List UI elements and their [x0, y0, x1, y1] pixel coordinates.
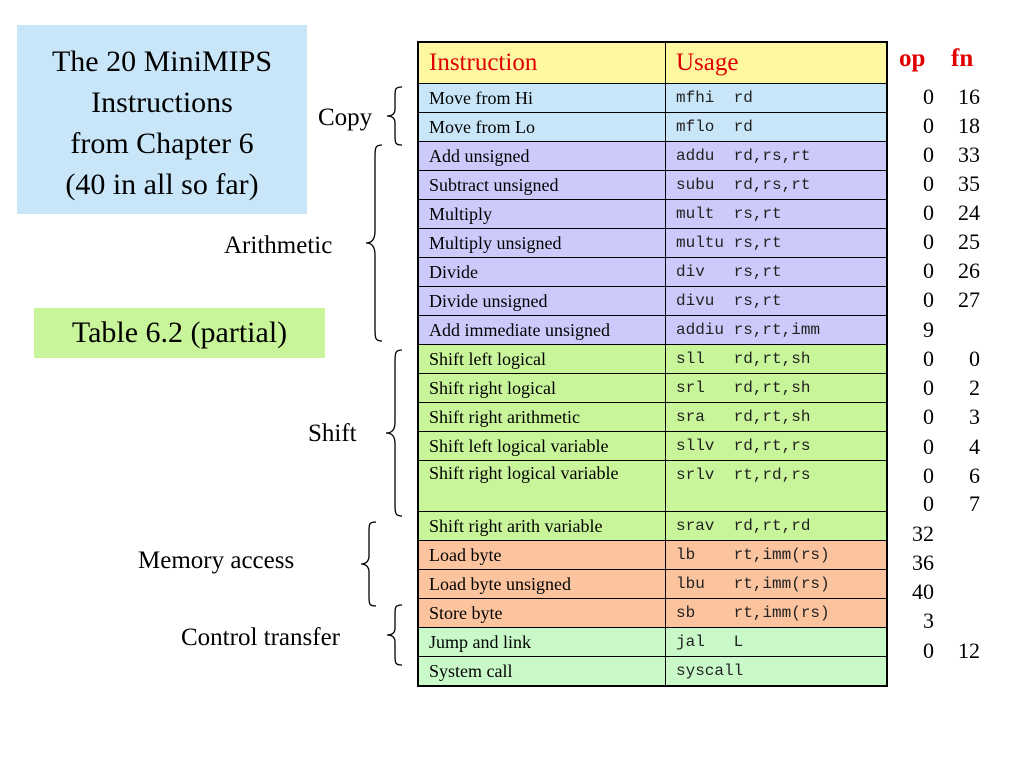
instruction-usage: lbu rt,imm(rs): [666, 570, 888, 599]
table-row: [418, 628, 887, 657]
instruction-usage: subu rd,rs,rt: [666, 171, 888, 200]
instruction-name: Store byte: [418, 599, 666, 628]
op-code: 0: [923, 258, 934, 283]
instruction-name: Divide: [418, 258, 666, 287]
instruction-name: Subtract unsigned: [418, 171, 666, 200]
instruction-usage: addu rd,rs,rt: [666, 142, 888, 171]
title-line: The 20 MiniMIPS: [51, 45, 273, 78]
table-row: [418, 142, 887, 171]
table-row: [418, 432, 887, 461]
fn-code: 7: [969, 491, 980, 516]
op-code: 0: [923, 287, 934, 312]
instruction-usage: div rs,rt: [666, 258, 888, 287]
op-code: 32: [912, 521, 934, 546]
instruction-name: Shift left logical: [418, 345, 666, 374]
fn-code: 25: [958, 229, 980, 254]
instruction-name: Jump and link: [418, 628, 666, 657]
instruction-usage: lb rt,imm(rs): [666, 541, 888, 570]
op-code: 0: [923, 171, 934, 196]
table-row: [418, 287, 887, 316]
table-row: [418, 229, 887, 258]
op-code: 9: [923, 317, 934, 342]
fn-code: 24: [958, 200, 980, 225]
table-reference-label: Table 6.2 (partial): [34, 308, 325, 358]
instruction-name: Shift right logical variable: [418, 461, 666, 512]
table-row: [418, 84, 887, 113]
brace-memory-icon: [354, 520, 380, 608]
table-row: [418, 461, 887, 512]
instruction-usage: srav rd,rt,rd: [666, 512, 888, 541]
instruction-name: Shift left logical variable: [418, 432, 666, 461]
op-code: 0: [923, 434, 934, 459]
op-code: 0: [923, 463, 934, 488]
instruction-name: Multiply unsigned: [418, 229, 666, 258]
fn-code: 27: [958, 287, 980, 312]
fn-code: 35: [958, 171, 980, 196]
op-code: 0: [923, 84, 934, 109]
instruction-usage: sra rd,rt,sh: [666, 403, 888, 432]
instruction-usage: sll rd,rt,sh: [666, 345, 888, 374]
fn-code: 18: [958, 113, 980, 138]
op-code: 0: [923, 375, 934, 400]
brace-shift-icon: [380, 348, 406, 518]
table-row: [418, 512, 887, 541]
instruction-name: Move from Lo: [418, 113, 666, 142]
instruction-name: System call: [418, 657, 666, 687]
instruction-usage: srlv rt,rd,rs: [666, 461, 888, 512]
instruction-usage: srl rd,rt,sh: [666, 374, 888, 403]
group-label-shift: Shift: [308, 420, 357, 447]
table-row: [418, 258, 887, 287]
instruction-usage: addiu rs,rt,imm: [666, 316, 888, 345]
instruction-name: Shift right logical: [418, 374, 666, 403]
table-row: [418, 345, 887, 374]
table-row: [418, 657, 887, 687]
instruction-name: Add unsigned: [418, 142, 666, 171]
fn-code: 26: [958, 258, 980, 283]
fn-column-header: fn: [951, 45, 974, 72]
fn-code: 6: [969, 463, 980, 488]
op-code: 0: [923, 142, 934, 167]
op-code: 0: [923, 491, 934, 516]
table-header-row: [418, 42, 887, 84]
title-box: [17, 25, 307, 214]
table-row: [418, 171, 887, 200]
instruction-name: Load byte: [418, 541, 666, 570]
brace-arithmetic-icon: [360, 143, 386, 343]
title-line: (40 in all so far): [65, 168, 259, 201]
instruction-name: Shift right arithmetic: [418, 403, 666, 432]
instruction-name: Divide unsigned: [418, 287, 666, 316]
table-row: [418, 374, 887, 403]
brace-control-icon: [380, 603, 406, 667]
table-row: [418, 599, 887, 628]
table-row: [418, 403, 887, 432]
instruction-name: Multiply: [418, 200, 666, 229]
op-code: 0: [923, 638, 934, 663]
instruction-name: Load byte unsigned: [418, 570, 666, 599]
title-line: Instructions: [91, 86, 233, 119]
op-code: 0: [923, 113, 934, 138]
group-label-control-transfer: Control transfer: [181, 624, 340, 651]
table-row: [418, 316, 887, 345]
op-code: 3: [923, 608, 934, 633]
group-label-copy: Copy: [318, 104, 373, 131]
instruction-name: Add immediate unsigned: [418, 316, 666, 345]
fn-code: 4: [969, 434, 980, 459]
instruction-usage: divu rs,rt: [666, 287, 888, 316]
title-line: from Chapter 6: [70, 127, 254, 160]
op-code: 40: [912, 579, 934, 604]
instruction-name: Shift right arith variable: [418, 512, 666, 541]
table-row: [418, 200, 887, 229]
instruction-usage: sb rt,imm(rs): [666, 599, 888, 628]
fn-code: 3: [969, 404, 980, 429]
instruction-usage: mult rs,rt: [666, 200, 888, 229]
op-column-header: op: [899, 45, 926, 72]
group-label-memory-access: Memory access: [138, 547, 295, 574]
table-row: [418, 113, 887, 142]
instruction-usage: mfhi rd: [666, 84, 888, 113]
instruction-usage: syscall: [666, 657, 888, 687]
op-code: 0: [923, 404, 934, 429]
fn-code: 33: [958, 142, 980, 167]
instruction-usage: jal L: [666, 628, 888, 657]
fn-code: 2: [969, 375, 980, 400]
fn-code: 12: [958, 638, 980, 663]
fn-code: 16: [958, 84, 980, 109]
fn-code: 0: [969, 346, 980, 371]
brace-copy-icon: [380, 85, 406, 147]
instruction-usage: sllv rd,rt,rs: [666, 432, 888, 461]
column-header-instruction: Instruction: [418, 42, 666, 84]
table-row: [418, 541, 887, 570]
instruction-name: Move from Hi: [418, 84, 666, 113]
op-code: 36: [912, 550, 934, 575]
instruction-usage: multu rs,rt: [666, 229, 888, 258]
column-header-usage: Usage: [666, 42, 888, 84]
op-code: 0: [923, 229, 934, 254]
group-label-arithmetic: Arithmetic: [224, 232, 333, 259]
instruction-usage: mflo rd: [666, 113, 888, 142]
op-code: 0: [923, 346, 934, 371]
table-row: [418, 570, 887, 599]
instruction-table: [417, 41, 888, 687]
op-code: 0: [923, 200, 934, 225]
